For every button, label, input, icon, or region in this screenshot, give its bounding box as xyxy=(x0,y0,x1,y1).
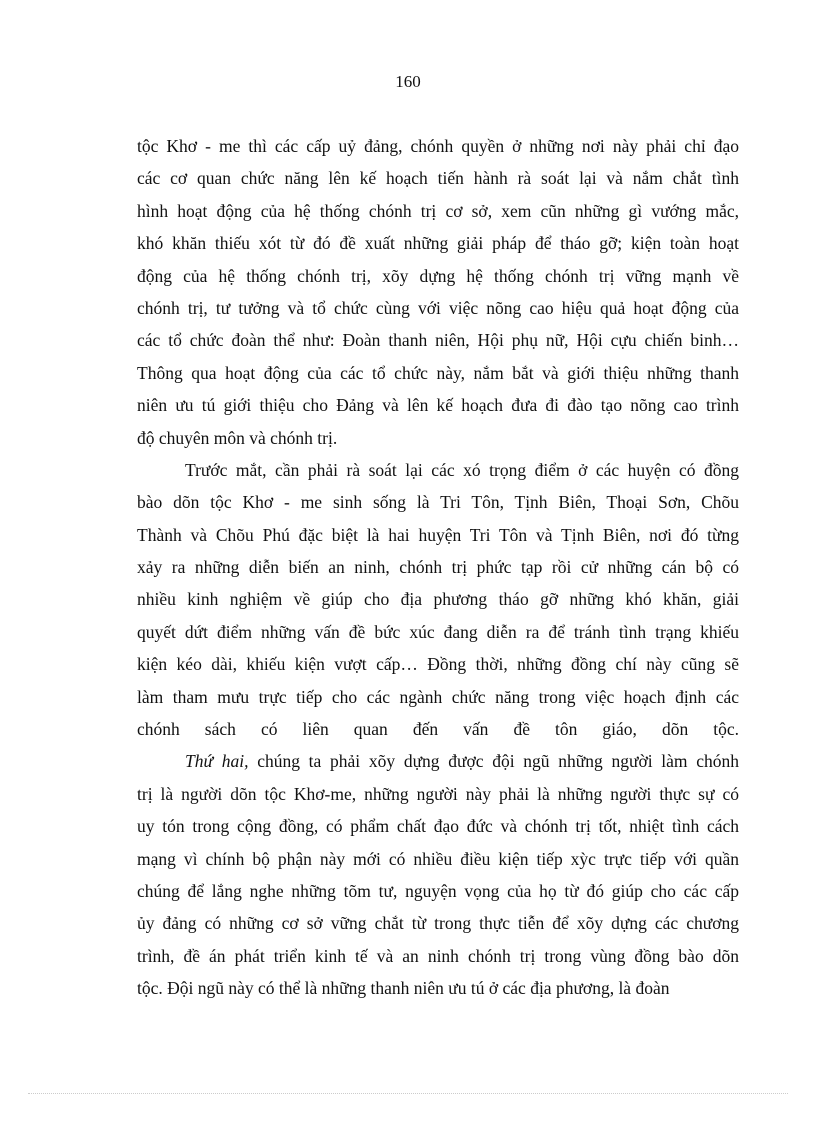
text-line: hình hoạt động của hệ thống chónh trị cơ sở, xem cũn những gì vướng mắc, xyxy=(137,200,739,221)
text-line: Thành và Chõu Phú đặc biệt là hai huyện Tri Tôn và Tịnh Biên, nơi đó từng xyxy=(137,524,739,545)
text-line: xảy ra những diễn biến an ninh, chónh trị phức tạp rồi cử những cán bộ có xyxy=(137,557,739,578)
text-line: niên ưu tú giới thiệu cho Đảng và lên kế hoạch đưa đi đào tạo nõng cao trình xyxy=(137,395,739,416)
text-line: ủy đảng có những cơ sở vững chắt từ trong thực tiễn để xõy dựng các chương xyxy=(137,913,739,934)
text-line: mạng vì chính bộ phận này mới có nhiều điều kiện tiếp xỳc trực tiếp với quần xyxy=(137,848,739,869)
line-text: chúng ta phải xõy dựng được đội ngũ những người làm chónh xyxy=(248,751,739,772)
text-line: chónh sách có liên quan đến vấn đề tôn giáo, dõn tộc. xyxy=(137,719,739,740)
text-line: các cơ quan chức năng lên kế hoạch tiến hành rà soát lại và nắm chắt tình xyxy=(137,168,739,189)
text-line: quyết dứt điểm những vấn đề bức xúc đang diễn ra để tránh tình trạng khiếu xyxy=(137,621,739,642)
text-line: chónh trị, tư tưởng và tổ chức cùng với việc nõng cao hiệu quả hoạt động của xyxy=(137,297,739,318)
text-line: động của hệ thống chónh trị, xõy dựng hệ thống chónh trị vững mạnh về xyxy=(137,265,739,286)
text-line: Thông qua hoạt động của các tổ chức này, nắm bắt và giới thiệu những thanh xyxy=(137,362,739,383)
body-text xyxy=(137,130,739,1005)
text-line: Trước mắt, cần phải rà soát lại các xó trọng điểm ở các huyện có đồng xyxy=(185,459,739,480)
text-line: uy tón trong cộng đồng, có phẩm chất đạo đức và chónh trị tốt, nhiệt tình cách xyxy=(137,816,739,837)
text-line: khó khăn thiếu xót từ đó đề xuất những giải pháp để tháo gỡ; kiện toàn hoạt xyxy=(137,233,739,254)
page-bottom-divider xyxy=(28,1093,788,1094)
text-line: chúng để lắng nghe những tõm tư, nguyện vọng của họ từ đó giúp cho các cấp xyxy=(137,880,739,901)
text-line: làm tham mưu trực tiếp cho các ngành chức năng trong việc hoạch định các xyxy=(137,686,739,707)
italic-lead: Thứ hai, xyxy=(185,751,249,772)
text-line: độ chuyên môn và chónh trị. xyxy=(137,427,338,448)
text-line: bào dõn tộc Khơ - me sinh sống là Tri Tôn, Tịnh Biên, Thoại Sơn, Chõu xyxy=(137,492,739,513)
text-line: tộc Khơ - me thì các cấp uỷ đảng, chónh quyền ở những nơi này phải chỉ đạo xyxy=(137,136,739,156)
text-line: nhiều kinh nghiệm về giúp cho địa phương tháo gỡ những khó khăn, giải xyxy=(137,589,739,610)
page-number: 160 xyxy=(395,72,421,91)
text-line: trị là người dõn tộc Khơ-me, những người này phải là những người thực sự có xyxy=(137,783,739,804)
text-line: tộc. Đội ngũ này có thể là những thanh niên ưu tú ở các địa phương, là đoàn xyxy=(137,978,670,999)
text-line: kiện kéo dài, khiếu kiện vượt cấp… Đồng thời, những đồng chí này cũng sẽ xyxy=(137,654,739,675)
text-line: các tổ chức đoàn thể như: Đoàn thanh niên, Hội phụ nữ, Hội cựu chiến binh… xyxy=(137,330,739,351)
text-line: trình, đề án phát triển kinh tế và an ninh chónh trị trong vùng đồng bào dõn xyxy=(137,945,739,966)
text-line xyxy=(137,745,739,777)
